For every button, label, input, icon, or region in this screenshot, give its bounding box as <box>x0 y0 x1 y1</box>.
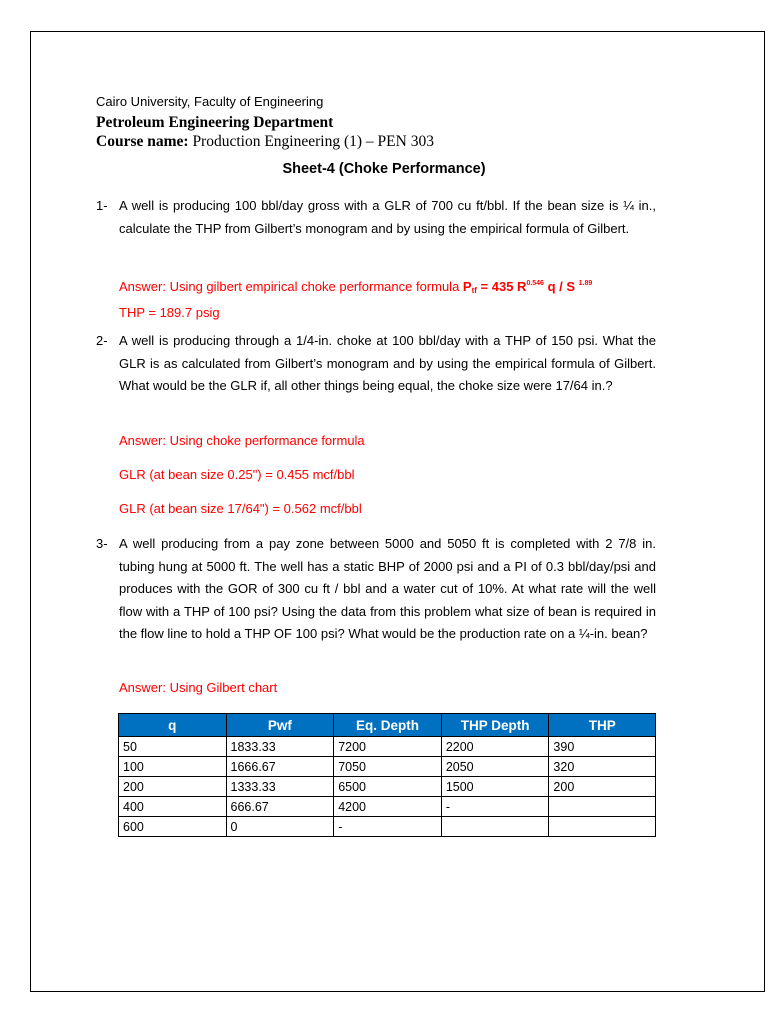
table-row <box>119 737 656 757</box>
cell-q: 600 <box>119 817 227 837</box>
header-thp: THP <box>549 714 656 737</box>
cell-pwf: 1666.67 <box>226 757 334 777</box>
table-header-row <box>119 714 656 737</box>
formula-q: q / S <box>543 279 579 294</box>
header-thp-depth: THP Depth <box>441 714 549 737</box>
answer-formula-line <box>119 273 592 302</box>
table-row <box>119 797 656 817</box>
cell-eq-depth: 4200 <box>334 797 442 817</box>
header-pwf: Pwf <box>226 714 334 737</box>
answer-2-intro: Answer: Using choke performance formula <box>119 433 365 448</box>
course-line <box>96 133 434 151</box>
question-text: A well producing from a pay zone between 5000 and 5050 ft is completed with 2 7/8 in. tubing hung at 5000 ft. The well has a static BHP of 2000 psi and a PI of 0.3 bbl/day/psi and produces with the GOR of 300 cu ft / bbl and a water cut of 10%. At what rate will the well flow with a THP of 100 psi? Using the data from this problem what size of bean is required in the flow line to hold a THP OF 100 psi? What would be the production rate on a ¼-in. bean? <box>119 536 656 641</box>
answer-3-intro: Answer: Using Gilbert chart <box>119 680 278 695</box>
question-number: 2- <box>96 333 108 348</box>
course-value: Production Engineering (1) – PEN 303 <box>192 133 434 150</box>
formula-p: P <box>462 279 472 294</box>
formula-sub-tf: tf <box>471 286 477 295</box>
question-number: 1- <box>96 198 108 213</box>
cell-eq-depth: - <box>334 817 442 837</box>
cell-q: 400 <box>119 797 227 817</box>
answer-2-glr-1: GLR (at bean size 0.25") = 0.455 mcf/bbl <box>119 467 355 482</box>
cell-thp: 390 <box>549 737 656 757</box>
question-3 <box>96 533 656 646</box>
answer-intro: Answer: Using gilbert empirical choke performance formula <box>119 279 463 294</box>
formula-exp-s: 1.89 <box>578 280 593 287</box>
cell-eq-depth: 7050 <box>334 757 442 777</box>
cell-q: 50 <box>119 737 227 757</box>
cell-pwf: 1833.33 <box>226 737 334 757</box>
cell-thp: 320 <box>549 757 656 777</box>
question-text: A well is producing through a 1/4-in. choke at 100 bbl/day with a THP of 150 psi. What the GLR is as calculated from Gilbert’s monogram and by using the empirical formula of Gilbert. What would be the GLR if, all other things being equal, the choke size were 17/64 in.? <box>119 333 656 393</box>
cell-pwf: 666.67 <box>226 797 334 817</box>
table-row <box>119 757 656 777</box>
answer-2-glr-2: GLR (at bean size 17/64") = 0.562 mcf/bbl <box>119 501 362 516</box>
question-number: 3- <box>96 536 108 551</box>
table-row <box>119 817 656 837</box>
header-q: q <box>119 714 227 737</box>
university-line: Cairo University, Faculty of Engineering <box>96 94 324 109</box>
formula-mid: = 435 R <box>476 279 527 294</box>
cell-thp-depth <box>441 817 549 837</box>
answer-thp: THP = 189.7 psig <box>119 305 220 320</box>
cell-pwf: 0 <box>226 817 334 837</box>
cell-thp-depth: 1500 <box>441 777 549 797</box>
cell-q: 200 <box>119 777 227 797</box>
sheet-title: Sheet-4 (Choke Performance) <box>282 161 486 177</box>
cell-thp <box>549 817 656 837</box>
cell-eq-depth: 6500 <box>334 777 442 797</box>
cell-eq-depth: 7200 <box>334 737 442 757</box>
formula-exp-r: 0.546 <box>526 280 544 287</box>
question-1 <box>96 195 656 240</box>
question-2 <box>96 330 656 398</box>
cell-thp-depth: - <box>441 797 549 817</box>
table-row <box>119 777 656 797</box>
question-text: A well is producing 100 bbl/day gross with a GLR of 700 cu ft/bbl. If the bean size is ¼ in., calculate the THP from Gilbert’s monogram and by using the empirical formula of Gilbert. <box>119 198 656 236</box>
cell-thp: 200 <box>549 777 656 797</box>
answer-1 <box>119 273 592 324</box>
course-label: Course name: <box>96 133 189 150</box>
cell-thp-depth: 2200 <box>441 737 549 757</box>
header-eq-depth: Eq. Depth <box>334 714 442 737</box>
cell-pwf: 1333.33 <box>226 777 334 797</box>
cell-q: 100 <box>119 757 227 777</box>
cell-thp <box>549 797 656 817</box>
department-title: Petroleum Engineering Department <box>96 114 334 131</box>
results-table <box>118 713 656 837</box>
cell-thp-depth: 2050 <box>441 757 549 777</box>
